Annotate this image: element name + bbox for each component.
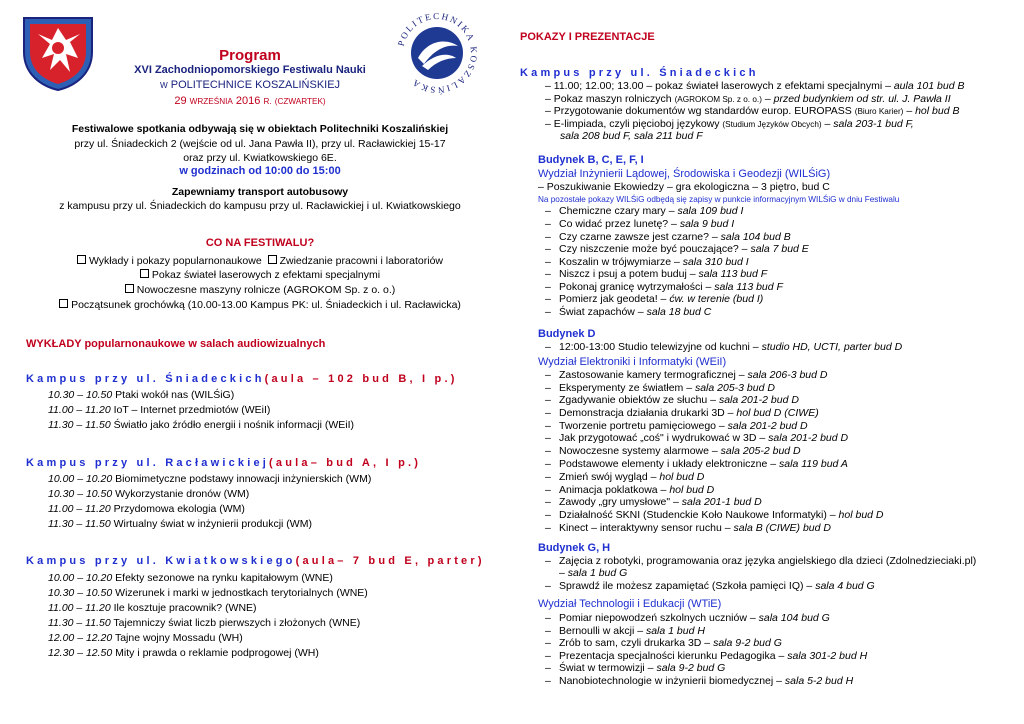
lecture-item: 11.30 – 11.50 Wirtualny świat w inżynierii produkcji (WM) [48,518,312,530]
campus2-room: (aula– bud A, I p.) [269,457,422,469]
checkbox-icon [268,255,277,264]
what-row-4 [20,299,500,312]
lectures-heading: WYKŁADY popularnonaukowe w salach audiowizualnych [26,338,326,350]
show-item: – Sprawdź ile możesz zapamiętać (Szkoła pamięci IQ) – sala 4 bud G [545,580,875,592]
faculty-wtie: Wydział Technologii i Edukacji (WTiE) [538,598,722,610]
festival-date [90,95,410,108]
date-weekday: (CZWARTEK) [274,97,326,106]
date-month: WRZEŚNIA [189,97,233,106]
program-title: Program [219,47,281,64]
show-item: – Koszalin w trójwymiarze – sala 310 bud I [545,256,749,268]
date-year: 2016 [235,95,261,107]
show-item: – Czy niszczenie może być pouczające? – sala 7 bud E [545,243,809,255]
show-item: – sala 1 bud G [559,567,628,579]
show-item: – Demonstracja działania drukarki 3D – hol bud D (CIWE) [545,407,819,419]
lecture-item: 11.30 – 11.50 Tajemniczy świat liczb pierwszych i złożonych (WNE) [48,617,361,629]
festival-location [90,79,410,92]
campus1-room: (aula – 102 bud B, I p.) [264,373,458,385]
show-item: – Działalność SKNI (Studenckie Koło Naukowe Informatyki) – hol bud D [545,509,884,521]
intro-address: przy ul. Śniadeckich 2 (wejście od ul. Jana Pawła II), przy ul. Racławickiej 15-17 [74,138,446,150]
transport-info: z kampusu przy ul. Śniadeckich do kampusu przy ul. Racławickiej i ul. Kwiatkowskiego [59,200,461,212]
campus2-heading [26,457,421,470]
lecture-item: 11.00 – 11.20 Przydomowa ekologia (WM) [48,503,245,515]
what-row-3 [20,284,500,297]
show-item: – Eksperymenty ze światłem – sala 205-3 bud D [545,382,775,394]
show-item: – Nanobiotechnologie w inżynierii biomedycznej – sala 5-2 bud H [545,675,854,687]
festival-name: XVI Zachodniopomorskiego Festiwalu Nauki [134,64,366,76]
show-item: – Nowoczesne systemy alarmowe – sala 205-2 bud D [545,445,801,457]
seal-text: POLITECHNIKA KOSZALIŃSKA [395,10,480,96]
show-item: sala 208 bud F, sala 211 bud F [560,130,703,142]
campus1-name: Kampus przy ul. Śniadeckich [26,373,265,385]
show-item: – Animacja poklatkowa – hol bud D [545,484,715,496]
show-item: – Pomierz jak geodeta! – ćw. w terenie (bud I) [545,293,764,305]
building-bcefi-heading: Budynek B, C, E, F, I [538,154,644,166]
show-item: – E-limpiada, czyli pięcioboj językowy (Studium Języków Obcych) – sala 203-1 bud F, [545,118,914,130]
checkbox-icon [140,269,149,278]
show-item: – Bernoulli w akcji – sala 1 bud H [545,625,705,637]
campus1-heading [26,373,458,386]
what-item: Nowoczesne maszyny rolnicze (AGROKOM Sp. z o. o.) [136,284,396,296]
what-heading: CO NA FESTIWALU? [205,237,315,249]
lecture-item: 12.30 – 12.50 Mity i prawda o reklamie podprogowej (WH) [48,647,319,659]
show-item: – Tworzenie portretu pamięciowego – sala 201-2 bud D [545,420,808,432]
show-item: – Chemiczne czary mary – sala 109 bud I [545,205,744,217]
lecture-item: 10.30 – 10.50 Wizerunek i marki w jednostkach terytorialnych (WNE) [48,587,368,599]
lecture-item: 11.00 – 11.20 Ile kosztuje pracownik? (WNE) [48,602,257,614]
show-item: – Podstawowe elementy i układy elektroniczne – sala 119 bud A [545,458,848,470]
show-item: – 11.00; 12.00; 13.00 – pokaz świateł laserowych z efektami specjalnymi – aula 101 bud B [545,80,965,92]
show-item: – Jak przygotować „coś" i wydrukować w 3D – sala 201-2 bud D [545,432,849,444]
date-day: 29 [174,95,187,107]
what-item: Pokaz świateł laserowych z efektami specjalnymi [151,269,381,281]
campus3-heading [26,555,485,568]
building-gh-heading: Budynek G, H [538,542,611,554]
show-item: – Pokonaj granicę wytrzymałości – sala 113 bud F [545,281,783,293]
checkbox-icon [59,299,68,308]
show-item: – Zrób to sam, czyli drukarka 3D – sala 9-2 bud G [545,637,782,649]
campus3-name: Kampus przy ul. Kwiatkowskiego [26,555,296,567]
wilsig-note: Na pozostałe pokazy WILŚiG odbędą się zapisy w punkcie informacyjnym WILŚiG w dniu Festiwalu [538,195,900,204]
lecture-item: 11.00 – 11.20 IoT – Internet przedmiotów (WEiI) [48,404,271,416]
city-coat-of-arms [20,14,96,92]
lecture-item: 10.00 – 10.20 Biomimetyczne podstawy innowacji inżynierskich (WM) [48,473,372,485]
show-item: – Zgadywanie obiektów ze słuchu – sala 201-2 bud D [545,394,799,406]
show-item: – Zastosowanie kamery termograficznej – sala 206-3 bud D [545,369,828,381]
what-row-1 [20,255,500,268]
lecture-item: 10.00 – 10.20 Efekty sezonowe na rynku kapitałowym (WNE) [48,572,333,584]
what-item: Wykłady i pokazy popularnonaukowe [88,255,262,267]
lecture-item: 11.30 – 11.50 Światło jako źródło energii i nośnik informacji (WEiI) [48,419,355,431]
intro-address-2: oraz przy ul. Kwiatkowskiego 6E. [183,152,337,164]
right-campus-name: Kampus przy ul. Śniadeckich [520,67,759,79]
what-item: Zwiedzanie pracowni i laboratoriów [279,255,443,267]
faculty-wilsig: Wydział Inżynierii Lądowej, Środowiska i Geodezji (WILŚiG) [538,168,831,180]
show-item: – Czy czarne zawsze jest czarne? – sala 104 bud B [545,231,791,243]
checkbox-icon [125,284,134,293]
lecture-item: 10.30 – 10.50 Ptaki wokół nas (WILŚiG) [48,389,235,401]
show-item: – Niszcz i psuj a potem buduj – sala 113 bud F [545,268,768,280]
intro-heading: Festiwalowe spotkania odbywają się w obiektach Politechniki Koszalińskiej [71,123,449,135]
shows-heading: POKAZY I PREZENTACJE [520,31,655,43]
building-d-heading: Budynek D [538,328,596,340]
campus2-name: Kampus przy ul. Racławickiej [26,457,270,469]
show-item: – Pokaz maszyn rolniczych (AGROKOM Sp. z o. o.) – przed budynkiem od str. ul. J. Pawła II [545,93,951,105]
location-name: POLITECHNICE KOSZALIŃSKIEJ [170,79,341,91]
date-r: R. [263,97,272,106]
show-item: – Co widać przez lunetę? – sala 9 bud I [545,218,735,230]
lecture-item: 10.30 – 10.50 Wykorzystanie dronów (WM) [48,488,250,500]
what-item: Początsunek grochówką (10.00-13.00 Kampus PK: ul. Śniadeckich i ul. Racławicka) [71,299,461,311]
show-item: – Przygotowanie dokumentów wg standardów europ. EUROPASS (Biuro Karier) – hol bud B [545,105,960,117]
show-item: – Zawody „gry umysłowe" – sala 201-1 bud D [545,496,762,508]
campus3-room: (aula– 7 bud E, parter) [295,555,485,567]
show-item: – Prezentacja specjalności kierunku Pedagogika – sala 301-2 bud H [545,650,868,662]
faculty-weii: Wydział Elektroniki i Informatyki (WEiI) [538,356,727,368]
opening-hours: w godzinach od 10:00 do 15:00 [179,165,341,177]
lecture-item: 12.00 – 12.20 Tajne wojny Mossadu (WH) [48,632,243,644]
show-item: – Zajęcia z robotyki, programowania oraz języka angielskiego dla dzieci (Zdolnedzieciaki.pl) [545,555,977,567]
checkbox-icon [77,255,86,264]
location-prefix: W [159,81,168,90]
what-row-2 [20,269,500,282]
show-item: – Świat zapachów – sala 18 bud C [545,306,712,318]
show-item: – Świat w termowizji – sala 9-2 bud G [545,662,726,674]
show-item: – 12:00-13:00 Studio telewizyjne od kuchni – studio HD, UCTI, parter bud D [545,341,903,353]
show-item: – Kinect – interaktywny sensor ruchu – sala B (CIWE) bud D [545,522,831,534]
transport-heading: Zapewniamy transport autobusowy [171,186,349,198]
show-item: – Poszukiwanie Ekowiedzy – gra ekologiczna – 3 piętro, bud C [538,181,830,193]
show-item: – Pomiar niepowodzeń szkolnych uczniów – sala 104 bud G [545,612,830,624]
show-item: – Zmień swój wygląd – hol bud D [545,471,705,483]
